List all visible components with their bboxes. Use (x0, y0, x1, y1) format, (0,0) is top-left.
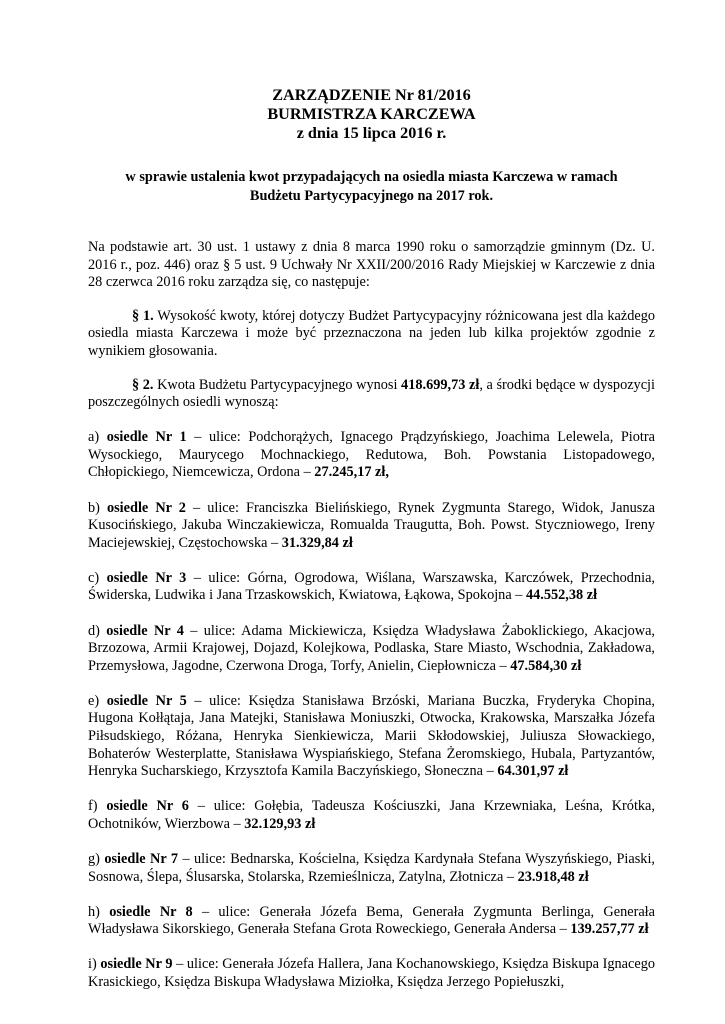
section-1-paragraph (88, 308, 655, 361)
estate-item (88, 956, 655, 991)
estate-name: osiedle Nr 4 (106, 622, 184, 639)
estate-name: osiedle Nr 2 (106, 499, 186, 516)
estate-streets: – ulice: Franciszka Bielińskiego, Rynek Zygmunta Starego, Widok, Janusza Kusocińskiego, Jakuba Winczakiewicza, Romualda Traugutta, Boh. Powst. Styczniowego, Ireny Maciejewskiej, Częstochowska – (88, 499, 656, 551)
estate-prefix: g) (88, 850, 105, 867)
estate-streets: – ulice: Generała Józefa Bema, Generała Zygmunta Berlinga, Generała Władysława Sikorskiego, Generała Stefana Grota Roweckiego, Generała Andersa – (88, 903, 656, 938)
estate-prefix: b) (88, 499, 107, 516)
section-1-label: § 1. (132, 307, 154, 324)
section-2-text-after: , a środki będące w dyspozycji poszczególnych osiedli wynoszą: (88, 376, 655, 411)
estate-item (88, 570, 655, 605)
estate-item (88, 500, 655, 553)
estate-prefix: h) (88, 903, 110, 920)
estate-prefix: e) (88, 692, 107, 709)
estate-name: osiedle Nr 6 (106, 798, 189, 815)
legal-basis-paragraph: Na podstawie art. 30 ust. 1 ustawy z dnia 8 marca 1990 roku o samorządzie gminnym (Dz. U. 2016 r., poz. 446) oraz § 5 ust. 9 Uchwały Nr XXII/200/2016 Rady Miejskiej w Karczewie z dnia 28 czerwca 2016 roku zarządza się, co następuje: (88, 239, 655, 291)
document-title (88, 86, 655, 143)
estate-item (88, 798, 655, 833)
section-1-text: Wysokość kwoty, której dotyczy Budżet Partycypacyjny różnicowana jest dla każdego osiedla miasta Karczewa i może być przeznaczona na jeden lub kilka projektów zgodnie z wynikiem głosowania. (88, 307, 655, 359)
estate-prefix: c) (88, 569, 107, 586)
section-2-paragraph (88, 377, 655, 412)
section-2-text-before: Kwota Budżetu Partycypacyjnego wynosi (153, 376, 402, 393)
estate-item (88, 623, 655, 676)
subject-line-1: w sprawie ustalenia kwot przypadających na osiedla miasta Karczewa w ramach (125, 169, 618, 185)
estate-item (88, 851, 655, 886)
estate-amount: 31.329,84 zł (281, 534, 353, 551)
title-line-2: BURMISTRZA KARCZEWA (267, 105, 476, 123)
estate-name: osiedle Nr 3 (106, 569, 187, 586)
estate-name: osiedle Nr 9 (100, 956, 173, 973)
document-subject (88, 168, 655, 206)
estate-item (88, 904, 655, 939)
estate-name: osiedle Nr 1 (106, 429, 187, 446)
estate-streets: – ulice: Generała Józefa Hallera, Jana Kochanowskiego, Księdza Biskupa Ignacego Krasickiego, Księdza Biskupa Władysława Miziołka, Księdza Jerzego Popiełuszki, (88, 956, 655, 990)
estate-amount: 32.129,93 zł (244, 815, 316, 832)
estate-streets: – ulice: Adama Mickiewicza, Księdza Władysława Żaboklickiego, Akacjowa, Brzozowa, Armii Krajowej, Dojazd, Kolejkowa, Podlaska, Stare Miasto, Wschodnia, Zakładowa, Przemysłowa, Jagodne, Czerwona Droga, Torfy, Anielin, Ciepłownicza – (88, 622, 655, 674)
section-2-total: 418.699,73 zł (401, 376, 480, 393)
estate-item (88, 693, 655, 781)
estate-name: osiedle Nr 7 (104, 850, 179, 867)
estate-prefix: d) (88, 622, 107, 639)
estate-streets: – ulice: Podchorążych, Ignacego Prądzyńskiego, Joachima Lelewela, Piotra Wysockiego, Maurycego Mochnackiego, Redutowa, Boh. Powstania Listopadowego, Chłopickiego, Niemcewicza, Ordona – (88, 429, 655, 481)
estate-prefix: i) (88, 956, 101, 973)
estate-streets: – ulice: Bednarska, Kościelna, Księdza Kardynała Stefana Wyszyńskiego, Piaski, Sosnowa, Ślepa, Ślusarska, Stolarska, Rzemieślnicza, Zatylna, Złotnicza – (88, 850, 655, 885)
title-line-1: ZARZĄDZENIE Nr 81/2016 (272, 86, 471, 104)
estate-name: osiedle Nr 5 (106, 692, 187, 709)
estate-amount: 139.257,77 zł (570, 921, 649, 938)
estate-amount: 64.301,97 zł (497, 763, 569, 780)
estate-amount: 27.245,17 zł, (314, 464, 389, 481)
section-2-label: § 2. (132, 376, 154, 393)
estate-streets: – ulice: Księdza Stanisława Brzóski, Mariana Buczka, Fryderyka Chopina, Hugona Kołłątaja, Jana Matejki, Stanisława Moniuszki, Otwocka, Krakowska, Marszałka Józefa Piłsudskiego, Różana, Henryka Sienkiewicza, Marii Skłodowskiej, Juliusza Słowackiego, Bohaterów Westerplatte, Stanisława Wyspiańskiego, Stefana Żeromskiego, Hubala, Partyzantów, Henryka Sucharskiego, Krzysztofa Kamila Baczyńskiego, Słoneczna – (88, 692, 656, 780)
title-line-3: z dnia 15 lipca 2016 r. (296, 124, 447, 142)
estate-name: osiedle Nr 8 (109, 903, 193, 920)
estate-amount: 44.552,38 zł (525, 587, 598, 604)
estate-prefix: a) (88, 429, 107, 446)
estate-amount: 47.584,30 zł (510, 657, 582, 674)
estate-streets: – ulice: Górna, Ogrodowa, Wiślana, Warszawska, Karczówek, Przechodnia, Świderska, Ludwika i Jana Trzaskowskich, Kwiatowa, Łąkowa, Spokojna – (88, 569, 655, 604)
estate-prefix: f) (88, 798, 107, 815)
subject-line-2: Budżetu Partycypacyjnego na 2017 rok. (249, 188, 494, 204)
estate-amount: 23.918,48 zł (517, 868, 589, 885)
estate-item (88, 429, 655, 482)
estate-streets: – ulice: Gołębia, Tadeusza Kościuszki, Jana Krzewniaka, Leśna, Krótka, Ochotników, Wierzbowa – (88, 798, 655, 832)
